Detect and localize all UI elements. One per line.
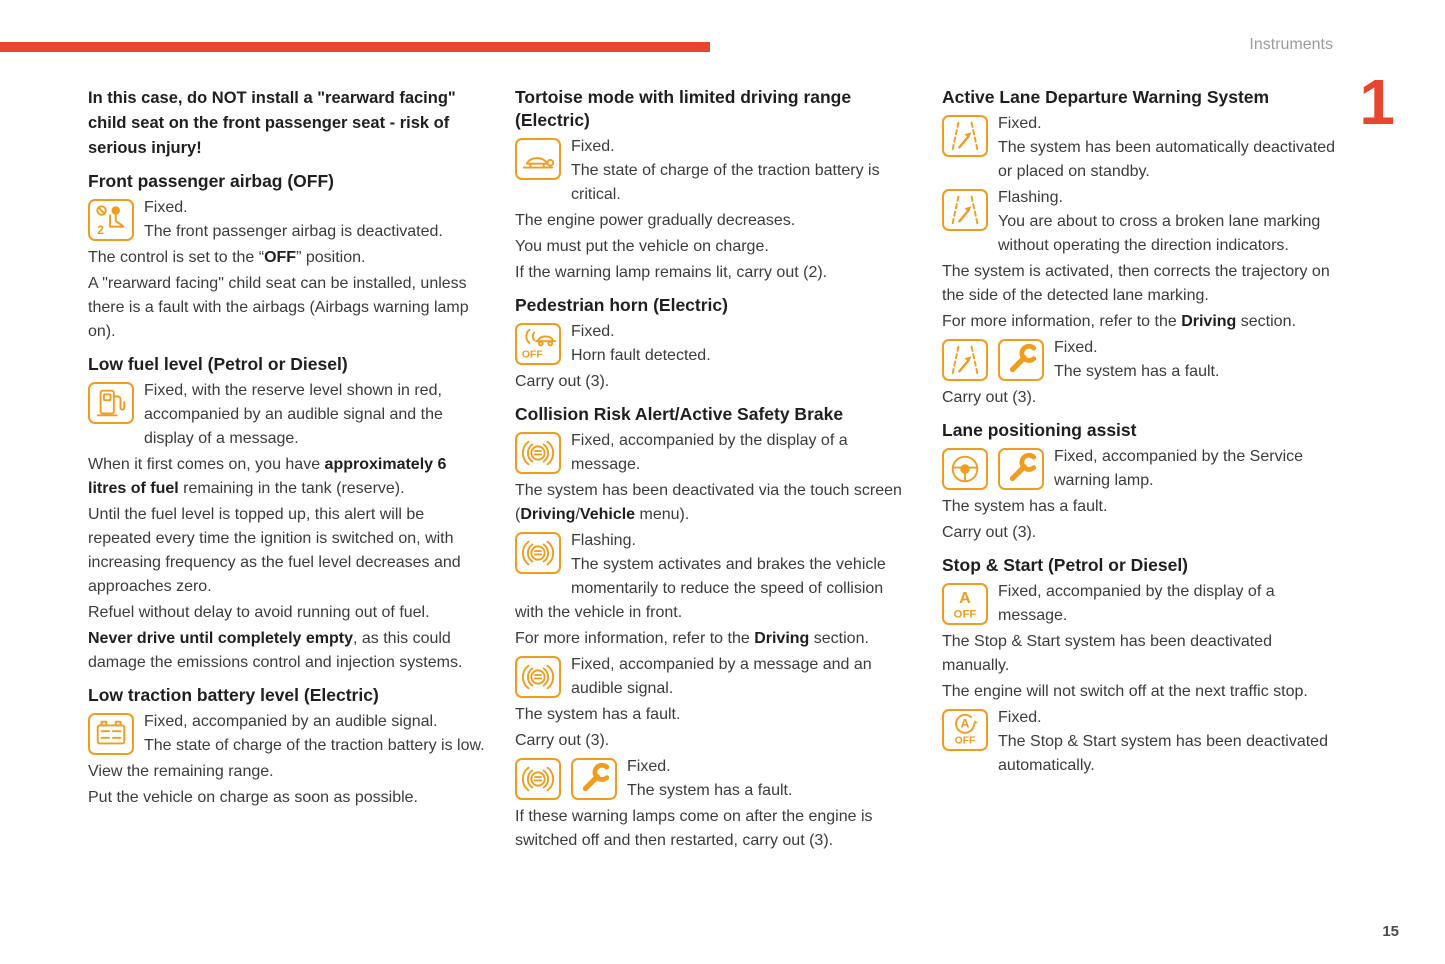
bold-text-run: Driving [754,630,810,647]
text-run: / [575,506,580,523]
text-run: You must put the vehicle on charge. [515,238,769,255]
text-run: Refuel without delay to avoid running out of fuel. [88,604,430,621]
section-heading: Collision Risk Alert/Active Safety Brake [515,404,844,424]
paragraph [515,729,913,753]
pedestrian-horn-icon [515,323,561,365]
bold-text-run: OFF [264,249,297,266]
header-section-label: Instruments [1249,36,1333,53]
paragraph [88,503,486,599]
icon-paragraph [515,320,913,368]
paragraph [942,521,1340,545]
icon-paragraph [942,186,1340,258]
text-run: If the warning lamp remains lit, carry out (2). [515,264,828,281]
svg-text:A: A [960,716,970,731]
text-run: The state of charge of the traction battery is low. [144,737,485,754]
text-run: The system has been deactivated via the touch screen ( [515,482,902,523]
paragraph [88,760,486,784]
text-run: Fixed, accompanied by the Service warning lamp. [1054,448,1304,489]
text-run: Fixed, accompanied by the display of a message. [571,432,848,473]
text-run: Fixed, with the reserve level shown in red, accompanied by an audible signal and the display of a message. [144,382,443,447]
text-run: The system has been automatically deactivated or placed on standby. [998,139,1336,180]
column-3 [942,86,1340,855]
chapter-number: 1 [1359,66,1395,138]
paragraph [942,630,1340,678]
passenger-airbag-off-icon [88,199,134,241]
paragraph [942,386,1340,410]
safety-brake-icon [515,758,561,800]
paragraph [942,495,1340,519]
text-run: The system has a fault. [627,782,793,799]
steering-wheel-icon [942,448,988,490]
traction-battery-icon [88,713,134,755]
text-run: Carry out (3). [515,373,610,390]
text-run: Carry out (3). [515,732,610,749]
text-run: Fixed. [998,115,1042,132]
text-run: Fixed, accompanied by the display of a message. [998,583,1275,624]
text-run: section. [809,630,869,647]
section-heading: Low fuel level (Petrol or Diesel) [88,354,348,374]
page-number: 15 [1382,923,1399,940]
text-run: Fixed. [571,323,615,340]
text-run: section. [1236,313,1296,330]
bold-text-run: Driving [1181,313,1237,330]
text-run: Flashing. [571,532,636,549]
paragraph [515,261,913,285]
svg-text:OFF: OFF [953,608,977,621]
text-run: The control is set to the “ [88,249,265,266]
icon-paragraph [942,445,1340,493]
icon-paragraph [88,196,486,244]
lane-departure-icon [942,115,988,157]
paragraph [515,235,913,259]
paragraph [88,272,486,344]
fuel-pump-icon [88,382,134,424]
paragraph [88,601,486,625]
section-heading: Tortoise mode with limited driving range (Electric) [515,87,852,130]
svg-text:2: 2 [97,223,105,238]
icon-paragraph [88,379,486,451]
lane-departure-icon [942,189,988,231]
section-heading: Stop & Start (Petrol or Diesel) [942,555,1189,575]
section-heading: Pedestrian horn (Electric) [515,295,728,315]
text-run: Put the vehicle on charge as soon as possible. [88,789,418,806]
text-run: When it first comes on, you have [88,456,325,473]
text-run: Carry out (3). [942,524,1037,541]
paragraph [515,209,913,233]
text-run: remaining in the tank (reserve). [178,480,405,497]
text-run: menu). [635,506,690,523]
text-run: Fixed. [627,758,671,775]
text-run: Fixed, accompanied by an audible signal. [144,713,438,730]
text-run: Until the fuel level is topped up, this alert will be repeated every time the ignition is switched on, with increasing frequency as the fuel level decreases and approaches zero. [88,506,461,595]
paragraph [515,627,913,651]
bold-text-run: Vehicle [579,506,636,523]
text-run: Fixed. [998,709,1042,726]
column-2 [515,86,913,855]
paragraph [88,627,486,675]
text-run: Carry out (3). [942,389,1037,406]
paragraph [942,680,1340,704]
text-run: View the remaining range. [88,763,274,780]
text-run: For more information, refer to the [515,630,755,647]
paragraph [515,805,913,853]
icon-paragraph [515,429,913,477]
bold-text-run: In this case, do NOT install a "rearward facing" child seat on the front passenger seat - risk of serious injury! [88,89,456,157]
paragraph [88,786,486,810]
text-run: The system is activated, then corrects the trajectory on the side of the detected lane marking. [942,263,1330,304]
icon-paragraph [942,580,1340,628]
page-content [88,86,1340,855]
icon-paragraph [942,336,1340,384]
svg-text:OFF: OFF [954,735,976,747]
bold-text-run: Never drive until completely empty [88,630,353,647]
icon-paragraph [515,653,913,701]
text-run: The system has a fault. [515,706,681,723]
paragraph [88,246,486,270]
icon-paragraph [515,529,913,625]
text-run: ” position. [296,249,366,266]
text-run: If these warning lamps come on after the engine is switched off and then restarted, carry out (3). [515,808,873,849]
text-run: Fixed. [1054,339,1098,356]
text-run: The Stop & Start system has been deactivated automatically. [998,733,1328,774]
svg-text:A: A [959,589,971,608]
text-run: The engine power gradually decreases. [515,212,796,229]
wrench-icon [998,339,1044,381]
safety-brake-icon [515,432,561,474]
paragraph [515,703,913,727]
column-1 [88,86,486,855]
icon-paragraph [942,706,1340,778]
paragraph [88,86,486,161]
text-run: For more information, refer to the [942,313,1182,330]
text-run: You are about to cross a broken lane marking without operating the direction indicators. [998,213,1321,254]
text-run: Fixed. [144,199,188,216]
wrench-icon [571,758,617,800]
text-run: , as this could damage the emissions control and injection systems. [88,630,463,671]
text-run: The Stop & Start system has been deactivated manually. [942,633,1272,674]
paragraph [88,453,486,501]
safety-brake-icon [515,532,561,574]
text-run: The state of charge of the traction battery is critical. [571,162,880,203]
bold-text-run: Driving [520,506,576,523]
stop-start-off-icon [942,583,988,625]
wrench-icon [998,448,1044,490]
lane-departure-icon [942,339,988,381]
stop-start-auto-off-icon [942,709,988,751]
text-run: Horn fault detected. [571,347,711,364]
text-run: The system activates and brakes the vehicle momentarily to reduce the speed of collision with the vehicle in front. [515,556,886,621]
icon-paragraph [515,135,913,207]
section-heading: Front passenger airbag (OFF) [88,171,334,191]
bold-text-run: approximately 6 litres of fuel [88,456,447,497]
text-run: Fixed, accompanied by a message and an audible signal. [571,656,872,697]
svg-text:OFF: OFF [521,349,543,361]
accent-bar [0,42,710,52]
text-run: The engine will not switch off at the next traffic stop. [942,683,1308,700]
text-run: The system has a fault. [1054,363,1220,380]
paragraph [515,479,913,527]
icon-paragraph [942,112,1340,184]
text-run: Flashing. [998,189,1063,206]
text-run: The front passenger airbag is deactivated. [144,223,443,240]
section-heading: Lane positioning assist [942,420,1137,440]
text-run: Fixed. [571,138,615,155]
safety-brake-icon [515,656,561,698]
text-run: A "rearward facing" child seat can be installed, unless there is a fault with the airbags (Airbags warning lamp on). [88,275,469,340]
section-heading: Active Lane Departure Warning System [942,87,1270,107]
text-run: The system has a fault. [942,498,1108,515]
paragraph [942,310,1340,334]
section-heading: Low traction battery level (Electric) [88,685,379,705]
icon-paragraph [88,710,486,758]
tortoise-icon [515,138,561,180]
paragraph [942,260,1340,308]
paragraph [515,370,913,394]
icon-paragraph [515,755,913,803]
